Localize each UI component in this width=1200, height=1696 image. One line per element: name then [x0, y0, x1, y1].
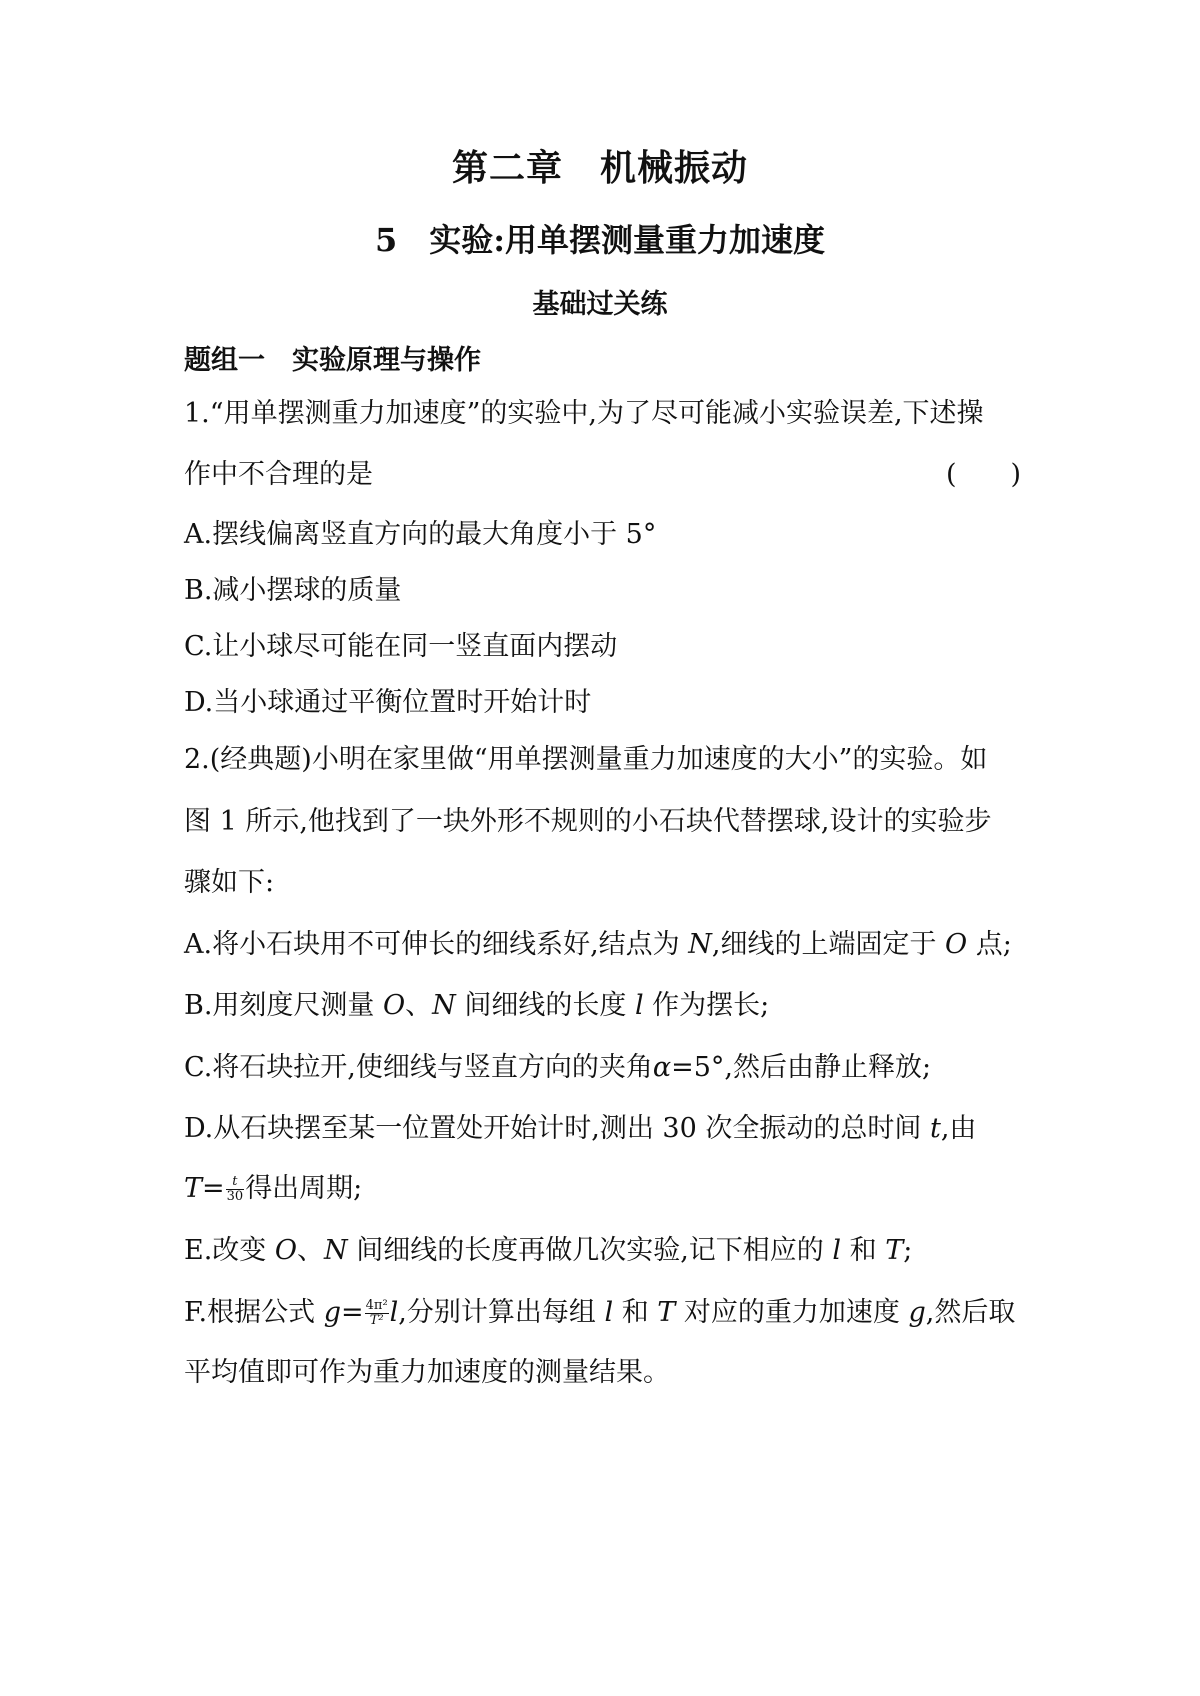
q2-step-d-line2: T= $\frac{t}{30}$ 得出周期;	[184, 1173, 363, 1204]
q1-option-a: A.摆线偏离竖直方向的最大角度小于 5°	[184, 519, 657, 550]
q2-step-f-line1: F.根据公式 g= $\frac{\text{4π²}}{\text{T²}}$ l,分别计算出每组 l 和 T 对应的重力加速度 g,然后取	[184, 1297, 1016, 1328]
q2-stem-line2: 图 1 所示,他找到了一块外形不规则的小石块代替摆球,设计的实验步	[184, 806, 992, 837]
q1-option-b: B.减小摆球的质量	[184, 575, 402, 606]
q2-step-f-line2: 平均值即可作为重力加速度的测量结果。	[184, 1357, 670, 1388]
answer-blank: ( )	[946, 459, 1022, 490]
group-heading: 题组一 实验原理与操作	[184, 345, 481, 376]
section-title: 5 实验:用单摆测量重力加速度	[374, 221, 826, 259]
exercise-title: 基础过关练	[532, 289, 668, 320]
q1-option-d: D.当小球通过平衡位置时开始计时	[184, 687, 592, 718]
q1-stem-line1: 1.“用单摆测重力加速度”的实验中,为了尽可能减小实验误差,下述操	[184, 398, 984, 429]
q2-step-e: E.改变 O、N 间细线的长度再做几次实验,记下相应的 l 和 T;	[184, 1235, 913, 1266]
q1-option-c: C.让小球尽可能在同一竖直面内摆动	[184, 631, 618, 662]
q2-step-c: C.将石块拉开,使细线与竖直方向的夹角α=5°,然后由静止释放;	[184, 1052, 932, 1083]
q2-stem-line3: 骤如下:	[184, 867, 275, 898]
q2-step-d-line1: D.从石块摆至某一位置处开始计时,测出 30 次全振动的总时间 t,由	[184, 1113, 977, 1144]
q2-step-b: B.用刻度尺测量 O、N 间细线的长度 l 作为摆长;	[184, 990, 770, 1021]
gravity-formula-fraction: $\frac{\text{4π²}}{\text{T²}}$	[365, 1298, 388, 1328]
chapter-title: 第二章 机械振动	[451, 147, 748, 189]
q1-stem-line2: 作中不合理的是	[184, 459, 373, 490]
period-fraction: $\frac{t}{30}$	[226, 1174, 244, 1204]
q2-stem-line1: 2.(经典题)小明在家里做“用单摆测量重力加速度的大小”的实验。如	[184, 744, 988, 775]
q2-step-a: A.将小石块用不可伸长的细线系好,结点为 N,细线的上端固定于 O 点;	[184, 929, 1012, 960]
